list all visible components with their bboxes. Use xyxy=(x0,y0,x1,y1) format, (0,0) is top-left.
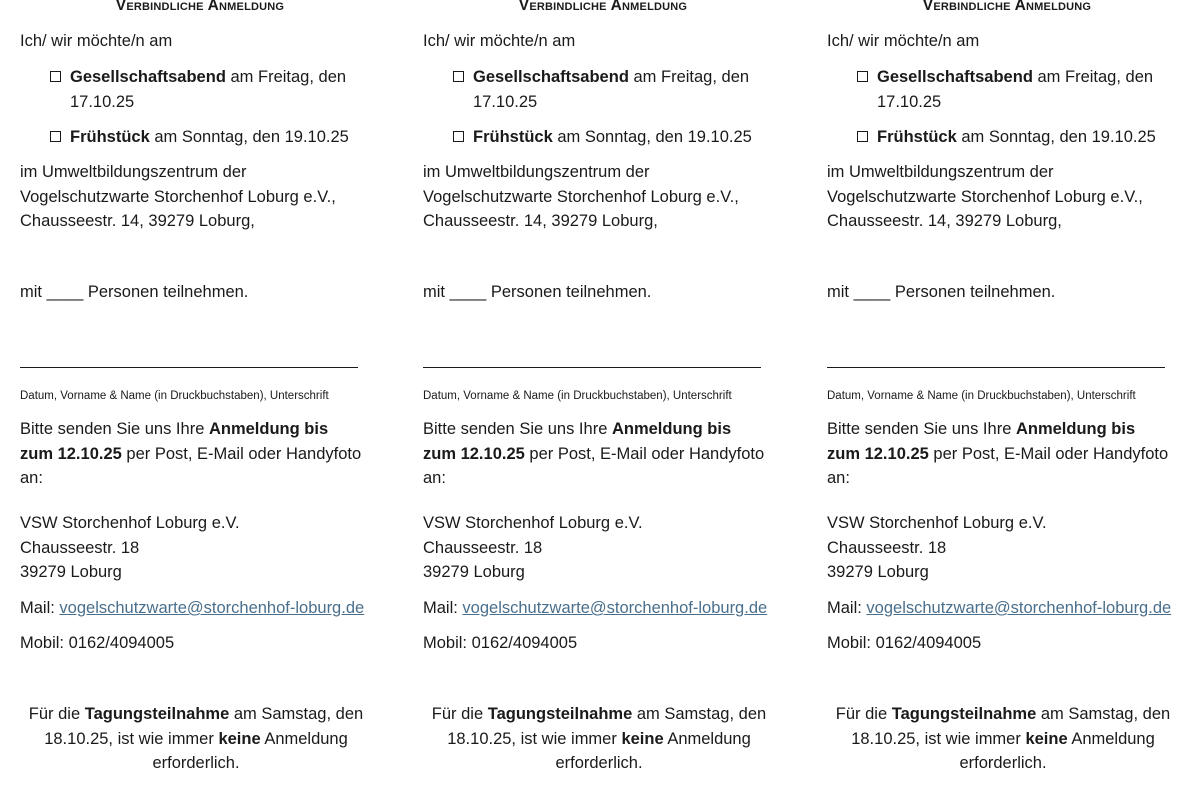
location-line: im Umweltbildungszentrum der xyxy=(20,163,247,181)
deadline-date: Anmeldung bis zum 12.10.25 xyxy=(423,420,732,463)
location-line: im Umweltbildungszentrum der xyxy=(423,163,650,181)
email-link[interactable]: vogelschutzwarte@storchenhof-loburg.de xyxy=(462,599,768,617)
deadline-suffix: per Post, E-Mail oder Handyfoto an: xyxy=(827,444,1169,487)
footer-bold: Tagungsteilnahme xyxy=(891,705,1037,723)
location-line: Chausseestr. 14, 39279 Loburg, xyxy=(423,212,658,230)
mobile-number: Mobil: 0162/4094005 xyxy=(423,634,578,652)
footer-text: am Samstag, den 18.10.25, ist wie immer xyxy=(44,705,364,748)
checkbox-icon[interactable] xyxy=(50,71,61,82)
footer-text: Anmeldung erforderlich. xyxy=(555,729,751,772)
option-date: am Sonntag, den 19.10.25 xyxy=(956,128,1156,146)
option-date: am Freitag, den 17.10.25 xyxy=(877,68,1154,111)
mobile-number: Mobil: 0162/4094005 xyxy=(827,634,982,652)
footer-bold: Tagungsteilnahme xyxy=(84,705,230,723)
signature-line[interactable] xyxy=(20,357,358,368)
mail-row xyxy=(20,596,380,621)
option-title: Frühstück xyxy=(877,128,957,146)
option-date: am Sonntag, den 19.10.25 xyxy=(552,128,752,146)
deadline-prefix: Bitte senden Sie uns Ihre xyxy=(827,420,1016,438)
deadline-date: Anmeldung bis zum 12.10.25 xyxy=(827,420,1136,463)
address-line: VSW Storchenhof Loburg e.V. xyxy=(827,514,1047,532)
address-line: Chausseestr. 18 xyxy=(423,538,543,557)
registration-form-2 xyxy=(423,0,783,800)
intro-text: Ich/ wir möchte/n am xyxy=(20,32,173,50)
footer-text: Anmeldung erforderlich. xyxy=(152,729,348,772)
footer-text: am Samstag, den 18.10.25, ist wie immer xyxy=(447,705,767,748)
persons-count-field[interactable]: mit ____ Personen teilnehmen. xyxy=(423,283,652,301)
deadline-date: Anmeldung bis zum 12.10.25 xyxy=(20,420,329,463)
signature-label: Datum, Vorname & Name (in Druckbuchstaben), Unterschrift xyxy=(20,390,329,402)
checkbox-icon[interactable] xyxy=(453,131,464,142)
location-line: Vogelschutzwarte Storchenhof Loburg e.V., xyxy=(423,187,739,206)
form-title: Verbindliche Anmeldung xyxy=(922,0,1092,14)
footer-note xyxy=(20,702,372,776)
deadline-text xyxy=(423,417,768,491)
footer-text: Anmeldung erforderlich. xyxy=(959,729,1155,772)
footer-bold: keine xyxy=(218,729,261,748)
deadline-text xyxy=(20,417,365,491)
email-link[interactable]: vogelschutzwarte@storchenhof-loburg.de xyxy=(59,599,365,617)
form-title: Verbindliche Anmeldung xyxy=(518,0,688,14)
registration-form-3 xyxy=(827,0,1187,800)
intro-text: Ich/ wir möchte/n am xyxy=(827,32,980,50)
option-title: Frühstück xyxy=(70,128,150,146)
address-line: Chausseestr. 18 xyxy=(20,538,140,557)
persons-count-field[interactable]: mit ____ Personen teilnehmen. xyxy=(827,283,1056,301)
footer-bold: Tagungsteilnahme xyxy=(487,705,633,723)
postal-address xyxy=(423,511,783,585)
location-text xyxy=(423,160,763,234)
email-link[interactable]: vogelschutzwarte@storchenhof-loburg.de xyxy=(866,599,1172,617)
deadline-prefix: Bitte senden Sie uns Ihre xyxy=(423,420,612,438)
footer-note xyxy=(423,702,775,776)
checkbox-icon[interactable] xyxy=(453,71,464,82)
location-line: Chausseestr. 14, 39279 Loburg, xyxy=(20,212,255,230)
footer-text: Für die xyxy=(431,705,488,723)
mail-row xyxy=(827,596,1187,621)
checkbox-icon[interactable] xyxy=(857,71,868,82)
mail-row xyxy=(423,596,783,621)
location-line: im Umweltbildungszentrum der xyxy=(827,163,1054,181)
location-line: Vogelschutzwarte Storchenhof Loburg e.V., xyxy=(827,187,1143,206)
footer-bold: keine xyxy=(621,729,664,748)
checkbox-icon[interactable] xyxy=(50,131,61,142)
mail-label: Mail: xyxy=(20,599,60,617)
address-line: VSW Storchenhof Loburg e.V. xyxy=(20,514,240,532)
deadline-prefix: Bitte senden Sie uns Ihre xyxy=(20,420,209,438)
checkbox-icon[interactable] xyxy=(857,131,868,142)
mail-label: Mail: xyxy=(827,599,867,617)
address-line: 39279 Loburg xyxy=(827,563,929,581)
location-text xyxy=(20,160,360,234)
location-line: Vogelschutzwarte Storchenhof Loburg e.V., xyxy=(20,187,336,206)
mobile-number: Mobil: 0162/4094005 xyxy=(20,634,175,652)
option-title: Gesellschaftsabend xyxy=(70,68,226,86)
option-date: am Sonntag, den 19.10.25 xyxy=(149,128,349,146)
option-title: Gesellschaftsabend xyxy=(473,68,629,86)
signature-line[interactable] xyxy=(827,357,1165,368)
address-line: 39279 Loburg xyxy=(20,563,122,581)
signature-label: Datum, Vorname & Name (in Druckbuchstaben), Unterschrift xyxy=(423,390,732,402)
signature-label: Datum, Vorname & Name (in Druckbuchstaben), Unterschrift xyxy=(827,390,1136,402)
form-title: Verbindliche Anmeldung xyxy=(115,0,285,14)
location-line: Chausseestr. 14, 39279 Loburg, xyxy=(827,212,1062,230)
footer-text: am Samstag, den 18.10.25, ist wie immer xyxy=(851,705,1171,748)
registration-form-1 xyxy=(20,0,380,800)
postal-address xyxy=(827,511,1187,585)
mail-label: Mail: xyxy=(423,599,463,617)
option-title: Frühstück xyxy=(473,128,553,146)
address-line: 39279 Loburg xyxy=(423,563,525,581)
deadline-suffix: per Post, E-Mail oder Handyfoto an: xyxy=(423,444,765,487)
address-line: VSW Storchenhof Loburg e.V. xyxy=(423,514,643,532)
option-date: am Freitag, den 17.10.25 xyxy=(70,68,347,111)
option-date: am Freitag, den 17.10.25 xyxy=(473,68,750,111)
postal-address xyxy=(20,511,380,585)
footer-text: Für die xyxy=(835,705,892,723)
intro-text: Ich/ wir möchte/n am xyxy=(423,32,576,50)
footer-note xyxy=(827,702,1179,776)
footer-bold: keine xyxy=(1025,729,1068,748)
address-line: Chausseestr. 18 xyxy=(827,538,947,557)
option-title: Gesellschaftsabend xyxy=(877,68,1033,86)
deadline-suffix: per Post, E-Mail oder Handyfoto an: xyxy=(20,444,362,487)
deadline-text xyxy=(827,417,1172,491)
footer-text: Für die xyxy=(28,705,85,723)
persons-count-field[interactable]: mit ____ Personen teilnehmen. xyxy=(20,283,249,301)
location-text xyxy=(827,160,1167,234)
signature-line[interactable] xyxy=(423,357,761,368)
